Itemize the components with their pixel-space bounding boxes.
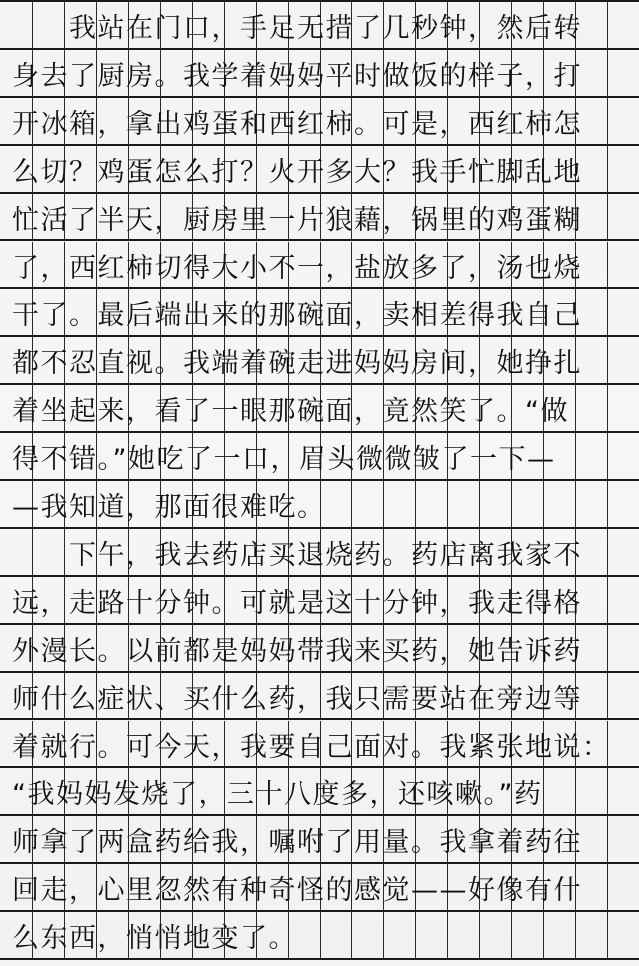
grid-row [0,146,639,194]
grid-cell [607,194,639,240]
grid-cell [607,2,639,48]
grid-cell [447,912,479,958]
grid-cell [607,529,639,575]
grid-cell [607,577,639,623]
grid-cell [607,816,639,862]
grid-cell [607,242,639,288]
grid-row [0,385,639,433]
grid-cell [575,912,607,958]
handwritten-line: “我妈妈发烧了，三十八度多，还咳嗽。”药 [12,779,543,811]
grid-cell [607,289,639,335]
grid-cell [543,768,575,814]
grid-row [0,816,639,864]
grid-cell [415,481,447,527]
grid-cell [607,385,639,431]
handwritten-line: 么切？鸡蛋怎么打？火开多大？我手忙脚乱地 [12,156,582,188]
handwritten-line: 干了。最后端出来的那碗面，卖相差得我自己 [12,300,582,332]
grid-row [0,242,639,290]
handwritten-line: 么东西，悄悄地变了。 [12,923,297,955]
grid-cell [607,912,639,958]
handwritten-line: 师拿了两盒药给我，嘱咐了用量。我拿着药往 [12,827,582,859]
grid-row [0,289,639,337]
grid-row [0,577,639,625]
grid-row [0,864,639,912]
handwritten-line: 师什么症状、买什么药，我只需要站在旁边等 [12,683,582,715]
grid-cell [607,481,639,527]
grid-cell [607,337,639,383]
handwritten-line: 外漫长。以前都是妈妈带我来买药，她告诉药 [12,635,582,667]
grid-cell [543,481,575,527]
grid-cell [511,481,543,527]
grid-row [0,481,639,529]
grid-row [0,50,639,98]
grid-cell [575,481,607,527]
handwritten-line: 了，西红柿切得大小不一，盐放多了，汤也烧 [12,252,582,284]
grid-cell [383,481,415,527]
handwritten-line: 着就行。可今天，我要自己面对。我紧张地说： [12,731,611,763]
handwritten-line: 回走，心里忽然有种奇怪的感觉——好像有什 [12,875,582,907]
grid-cell [511,912,543,958]
handwritten-line: —我知道，那面很难吃。 [12,492,326,523]
handwritten-line: 得不错。”她吃了一口，眉头微微皱了一下— [12,444,556,476]
handwritten-line: 下午，我去药店买退烧药。药店离我家不 [12,539,582,571]
handwritten-line: 开冰箱，拿出鸡蛋和西红柿。可是，西红柿怎 [12,108,582,140]
grid-cell [320,912,352,958]
grid-cell [607,433,639,479]
grid-cell [383,912,415,958]
grid-cell [607,768,639,814]
grid-cell [607,50,639,96]
grid-cell [479,912,511,958]
grid-cell [575,385,607,431]
grid-row [0,768,639,816]
grid-cell [607,146,639,192]
grid-cell [607,864,639,910]
grid-row [0,721,639,769]
grid-cell [607,721,639,767]
grid-row [0,2,639,50]
handwritten-line: 我站在门口，手足无措了几秒钟，然后转 [12,13,582,44]
handwritten-line: 远，走路十分钟。可就是这十分钟，我走得格 [12,587,582,619]
handwritten-line: 忙活了半天，厨房里一片狼藉，锅里的鸡蛋糊 [12,204,582,236]
grid-cell [607,625,639,671]
grid-row [0,337,639,385]
handwritten-line: 着坐起来，看了一眼那碗面，竟然笑了。“做 [12,396,569,428]
grid-cell [415,912,447,958]
grid-cell [607,98,639,144]
grid-row [0,433,639,481]
grid-row [0,529,639,577]
grid-cell [479,481,511,527]
grid-row [0,912,639,960]
grid-cell [351,912,383,958]
grid-row [0,625,639,673]
grid-cell [447,481,479,527]
grid-cell [543,912,575,958]
grid-row [0,194,639,242]
grid-cell [607,673,639,719]
handwritten-line: 都不忍直视。我端着碗走进妈妈房间，她挣扎 [12,348,582,380]
grid-cell [575,433,607,479]
handwritten-line: 身去了厨房。我学着妈妈平时做饭的样子，打 [12,60,582,92]
grid-cell [575,768,607,814]
grid-cell [351,481,383,527]
grid-row [0,98,639,146]
grid-row [0,673,639,721]
